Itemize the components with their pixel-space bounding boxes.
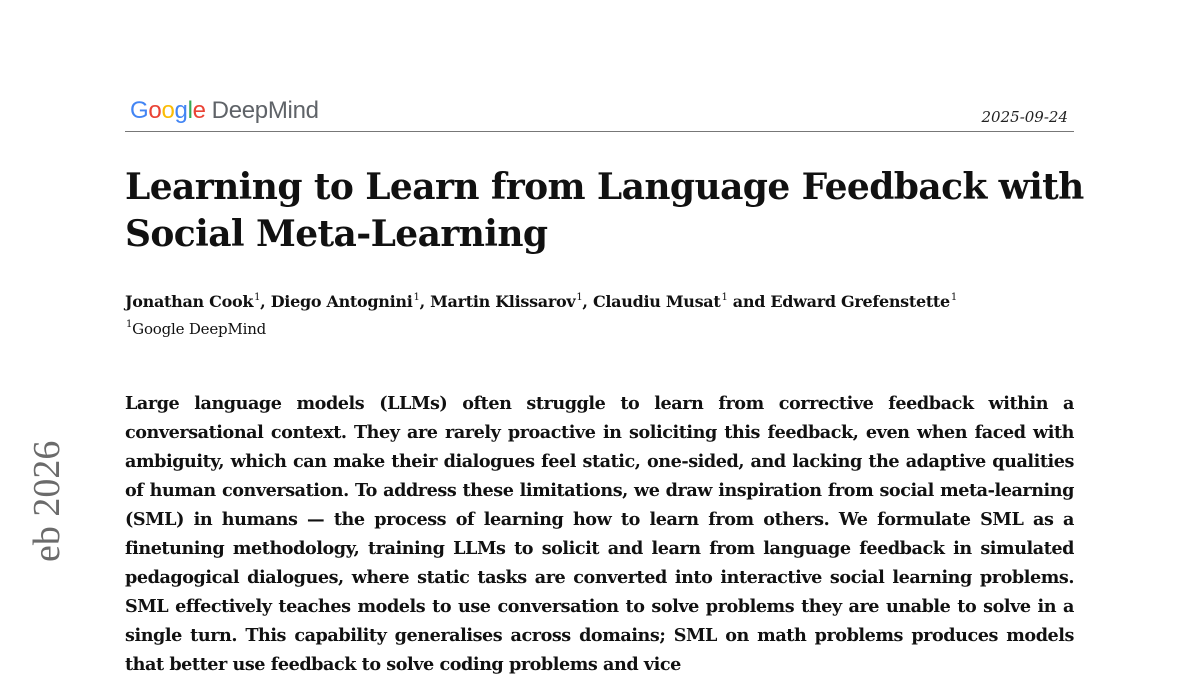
logo-deepmind-text: DeepMind bbox=[211, 97, 319, 124]
abstract: Large language models (LLMs) often struggle to learn from corrective feedback within a conversational context. They are rarely proactive in soliciting this feedback, even when faced with ambiguity, which can make their dialogues feel static, one-sided, and lacking the adaptive qualities of human conversation. To address these limitations, we draw inspiration from social meta-learning (SML) in humans — the process of learning how to learn from others. We formulate SML as a finetuning methodology, training LLMs to solicit and learn from language feedback in simulated pedagogical dialogues, where static tasks are converted into interactive social learning problems. SML effectively teaches models to use conversation to solve problems they are unable to solve in a single turn. This capability generalises across domains; SML on math problems produces models that better use feedback to solve coding problems and vice bbox=[125, 393, 1074, 675]
author-name: Martin Klissarov bbox=[430, 292, 576, 311]
logo-letter: G bbox=[130, 97, 149, 124]
affiliation-name: Google DeepMind bbox=[132, 320, 267, 338]
author-affiliation-mark: 1 bbox=[721, 292, 728, 303]
arxiv-side-stamp bbox=[18, 430, 78, 630]
logo-letter: g bbox=[174, 97, 188, 124]
author-name: Jonathan Cook bbox=[125, 292, 254, 311]
author-name: Edward Grefenstette bbox=[770, 292, 950, 311]
arxiv-stamp-text: eb 2026 bbox=[26, 440, 68, 562]
title-line-2: Social Meta-Learning bbox=[125, 213, 548, 255]
paper-title bbox=[125, 164, 1085, 258]
author-affiliation-mark: 1 bbox=[254, 292, 261, 303]
title-line-1: Learning to Learn from Language Feedback with bbox=[125, 166, 1084, 208]
google-deepmind-logo bbox=[130, 96, 319, 126]
paper-date: 2025-09-24 bbox=[981, 108, 1068, 126]
logo-letter: e bbox=[192, 97, 206, 124]
author-affiliation-mark: 1 bbox=[576, 292, 583, 303]
logo-letter: l bbox=[187, 97, 193, 124]
author-name: Diego Antognini bbox=[270, 292, 413, 311]
author-affiliation-mark: 1 bbox=[413, 292, 420, 303]
logo-letter: o bbox=[161, 97, 175, 124]
author-list: Jonathan Cook$^1$, Diego Antognini$^1$, Martin Klissarov$^1$, Claudiu Musat$^1$ and Edward Grefenstette$^1$ bbox=[125, 292, 957, 311]
author-name: Claudiu Musat bbox=[592, 292, 721, 311]
affiliation bbox=[125, 319, 266, 338]
logo-google-text bbox=[130, 97, 206, 125]
author-affiliation-mark: 1 bbox=[950, 292, 957, 303]
logo-letter: o bbox=[148, 97, 162, 124]
header-divider bbox=[125, 131, 1074, 132]
affiliation-mark: 1 bbox=[126, 319, 133, 330]
